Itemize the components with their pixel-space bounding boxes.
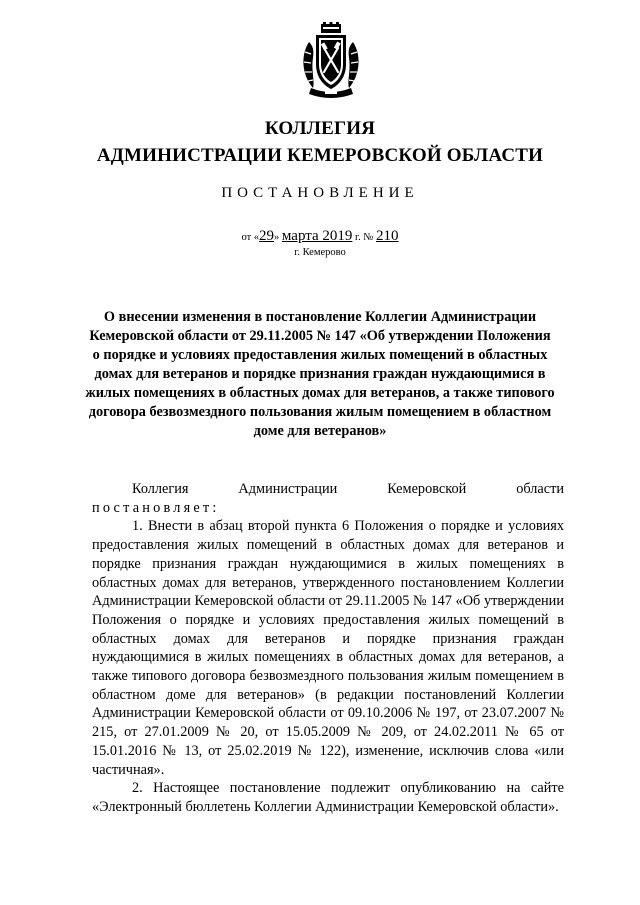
preamble-line1: Коллегия Администрации Кемеровской области (132, 481, 564, 497)
paragraph-item-1: 1. Внести в абзац второй пункта 6 Положения о порядке и условиях предоставления жилых помещений в областных домах для ветеранов и порядке признания граждан нуждающимися в жилых помещениях в областных домах для ветеранов, утвержденного постановлением Коллегии Администрации Кемеровской области от 29.11.2005 № 147 «Об утверждении Положения о порядке и условиях предоставления жилых помещений в областных домах для ветеранов и порядке признания граждан нуждающимися в жилых помещениях в областных домах для ветеранов, а также типового договора безвозмездного пользования жилым помещением в областном доме для ветеранов» (в редакции постановлений Коллегии Администрации Кемеровской области от 09.10.2006 № 197, от 23.07.2007 № 215, от 27.01.2009 № 20, от 15.05.2009 № 209, от 24.02.2011 № 65 от 15.01.2016 № 13, от 25.02.2019 № 122), изменение, исключив слова «или частичная». (92, 518, 564, 778)
date-line (0, 228, 640, 245)
document-type: ПОСТАНОВЛЕНИЕ (221, 185, 419, 201)
date-month-year: марта 2019 (281, 228, 353, 244)
paragraph-item-2: 2. Настоящее постановление подлежит опубликованию на сайте «Электронный бюллетень Коллегии Администрации Кемеровской области». (92, 780, 564, 815)
org-name-line2: АДМИНИСТРАЦИИ КЕМЕРОВСКОЙ ОБЛАСТИ (96, 145, 544, 166)
date-day: 29 (259, 228, 275, 244)
date-suffix: г. № (355, 232, 374, 243)
date-mid: » (274, 232, 280, 243)
date-prefix: от « (241, 232, 260, 243)
preamble-line2: постановляет: (92, 499, 220, 516)
coat-of-arms-icon (297, 22, 365, 98)
document-number: 210 (376, 228, 399, 244)
city: г. Кемерово (294, 247, 346, 258)
org-name-line1: КОЛЛЕГИЯ (264, 118, 376, 139)
document-body (92, 480, 564, 817)
document-title: О внесении изменения в постановление Коллегии Администрации Кемеровской области от 29.11.2005 № 147 «Об утверждении Положения о порядке и условиях предоставления жилых помещений в областных домах для ветеранов и порядке признания граждан нуждающимися в жилых помещениях в областных домах для ветеранов, а также типового договора безвозмездного пользования жилым помещением в областном доме для ветеранов» (85, 309, 555, 439)
